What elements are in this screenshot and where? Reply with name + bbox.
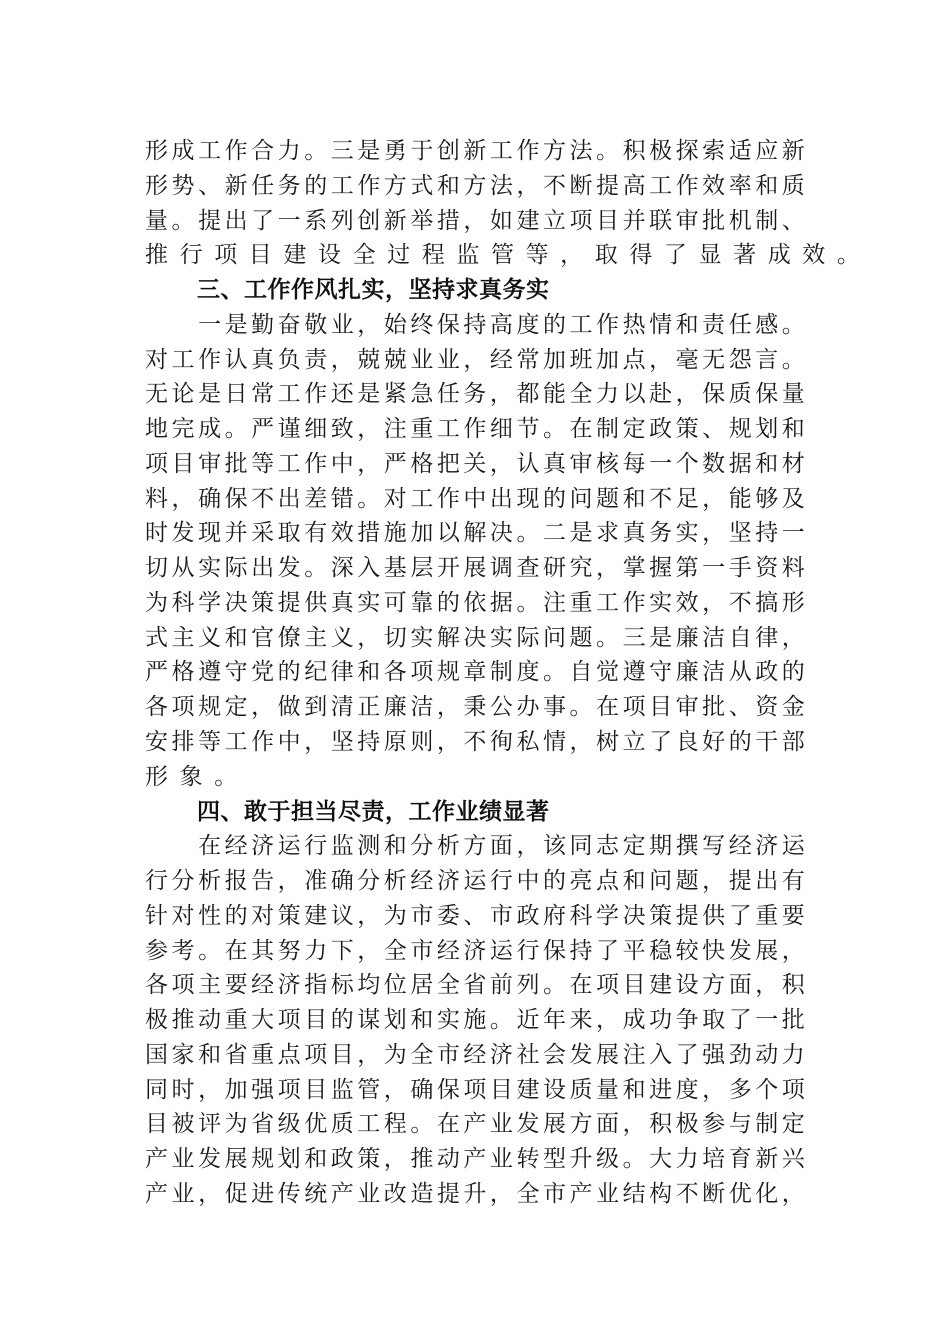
paragraph-line: 严 格 遵 守 党 的 纪 律 和 各 项 规 章 制 度 。 自 觉 遵 守 廉 洁 从 政 的 [145, 659, 805, 686]
paragraph-line: 针 对 性 的 对 策 建 议 ， 为 市 委 、 市 政 府 科 学 决 策 提 供 了 重 要 [145, 902, 805, 929]
paragraph-line: 极 推 动 重 大 项 目 的 谋 划 和 实 施 。 近 年 来 ， 成 功 争 取 了 一 批 [145, 1007, 805, 1034]
paragraph-line: 对 工 作 认 真 负 责 ， 兢 兢 业 业 ， 经 常 加 班 加 点 ， 毫 无 怨 言 。 [145, 346, 805, 373]
paragraph-line: 项 目 审 批 等 工 作 中 ， 严 格 把 关 ， 认 真 审 核 每 一 个 数 据 和 材 [145, 450, 805, 477]
paragraph-line: 形 势 、 新 任 务 的 工 作 方 式 和 方 法 ， 不 断 提 高 工 作 效 率 和 质 [145, 172, 805, 199]
document-page [145, 134, 860, 1212]
paragraph-line: 料 ， 确 保 不 出 差 错 。 对 工 作 中 出 现 的 问 题 和 不 足 ， 能 够 及 [145, 485, 805, 512]
paragraph-line: 安 排 等 工 作 中 ， 坚 持 原 则 ， 不 徇 私 情 ， 树 立 了 良 好 的 干 部 [145, 729, 805, 756]
paragraph-line: 产 业 ， 促 进 传 统 产 业 改 造 提 升 ， 全 市 产 业 结 构 不 断 优 化 ， [145, 1180, 805, 1207]
paragraph-line: 国 家 和 省 重 点 项 目 ， 为 全 市 经 济 社 会 发 展 注 入 了 强 劲 动 力 [145, 1041, 805, 1068]
paragraph-line: 在 经 济 运 行 监 测 和 分 析 方 面 ， 该 同 志 定 期 撰 写 经 济 运 [198, 833, 805, 860]
paragraph-line: 量 。 提 出 了 一 系 列 创 新 举 措 ， 如 建 立 项 目 并 联 审 批 机 制 、 [145, 207, 805, 234]
paragraph-line: 产 业 发 展 规 划 和 政 策 ， 推 动 产 业 转 型 升 级 。 大 力 培 育 新 兴 [145, 1146, 805, 1173]
paragraph-line: 形 成 工 作 合 力 。 三 是 勇 于 创 新 工 作 方 法 。 积 极 探 索 适 应 新 [145, 138, 805, 164]
paragraph-line: 同 时 ， 加 强 项 目 监 管 ， 确 保 项 目 建 设 质 量 和 进 度 ， 多 个 项 [145, 1076, 805, 1103]
paragraph-line: 切 从 实 际 出 发 。 深 入 基 层 开 展 调 查 研 究 ， 掌 握 第 一 手 资 料 [145, 555, 805, 582]
paragraph-line: 推 行 项 目 建 设 全 过 程 监 管 等 ， 取 得 了 显 著 成 效 。 [145, 242, 860, 269]
paragraph-line: 式 主 义 和 官 僚 主 义 ， 切 实 解 决 实 际 问 题 。 三 是 廉 洁 自 律 ， [145, 624, 805, 651]
paragraph-line: 一 是 勤 奋 敬 业 ， 始 终 保 持 高 度 的 工 作 热 情 和 责 任 感 。 [198, 311, 805, 338]
paragraph-line: 参 考 。 在 其 努 力 下 ， 全 市 经 济 运 行 保 持 了 平 稳 较 快 发 展 ， [145, 937, 805, 964]
paragraph-line: 时 发 现 并 采 取 有 效 措 施 加 以 解 决 。 二 是 求 真 务 实 ， 坚 持 一 [145, 520, 805, 547]
section-heading: 三、工作作风扎实，坚持求真务实 [197, 277, 550, 304]
paragraph-line: 无 论 是 日 常 工 作 还 是 紧 急 任 务 ， 都 能 全 力 以 赴 ， 保 质 保 量 [145, 381, 805, 408]
paragraph-line: 各 项 规 定 ， 做 到 清 正 廉 洁 ， 秉 公 办 事 。 在 项 目 审 批 、 资 金 [145, 694, 805, 721]
section-heading: 四、敢于担当尽责，工作业绩显著 [197, 798, 550, 825]
paragraph-line: 行 分 析 报 告 ， 准 确 分 析 经 济 运 行 中 的 亮 点 和 问 题 ， 提 出 有 [145, 868, 805, 895]
paragraph-line: 形 象 。 [145, 763, 238, 790]
paragraph-line: 为 科 学 决 策 提 供 真 实 可 靠 的 依 据 。 注 重 工 作 实 效 ， 不 搞 形 [145, 589, 805, 616]
paragraph-line: 地 完 成 。 严 谨 细 致 ， 注 重 工 作 细 节 。 在 制 定 政 策 、 规 划 和 [145, 416, 805, 443]
paragraph-line: 目 被 评 为 省 级 优 质 工 程 。 在 产 业 发 展 方 面 ， 积 极 参 与 制 定 [145, 1111, 805, 1138]
paragraph-line: 各 项 主 要 经 济 指 标 均 位 居 全 省 前 列 。 在 项 目 建 设 方 面 ， 积 [145, 972, 805, 999]
